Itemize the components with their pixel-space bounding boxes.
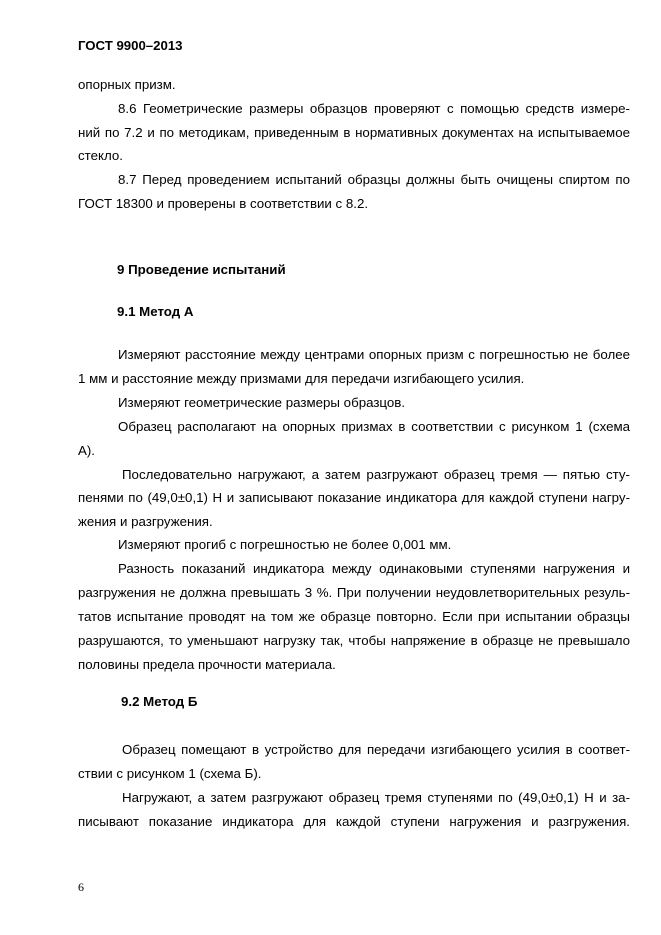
- text-line: Последовательно нагружают, а затем разгружают образец тремя — пятью сту-: [122, 467, 630, 482]
- section-9-title: 9 Проведение испытаний: [117, 262, 286, 277]
- text-line: опорных призм.: [78, 77, 176, 92]
- text-line: ствии с рисунком 1 (схема Б).: [78, 766, 262, 781]
- text-line: Измеряют геометрические размеры образцов.: [118, 395, 406, 410]
- text-line: 8.6 Геометрические размеры образцов проверяют с помощью средств измере-: [118, 101, 630, 116]
- text-line: разрушаются, то уменьшают нагрузку так, чтобы напряжение в образце не превышало: [78, 633, 630, 648]
- text-line: ний по 7.2 и по методикам, приведенным в нормативных документах на испытываемое: [78, 125, 630, 140]
- text-line: писывают показание индикатора для каждой ступени нагружения и разгружения.: [78, 814, 630, 829]
- text-line: ГОСТ 18300 и проверены в соответствии с 8.2.: [78, 196, 369, 211]
- text-line: стекло.: [78, 148, 123, 163]
- text-line: 1 мм и расстояние между призмами для передачи изгибающего усилия.: [78, 371, 525, 386]
- text-line: Измеряют расстояние между центрами опорных призм с погрешностью не более: [118, 347, 630, 362]
- text-line: половины предела прочности материала.: [78, 657, 336, 672]
- text-line: 8.7 Перед проведением испытаний образцы должны быть очищены спиртом по: [118, 172, 630, 187]
- text-line: Образец располагают на опорных призмах в соответствии с рисунком 1 (схема: [118, 419, 630, 434]
- subsection-9-1-title: 9.1 Метод А: [117, 304, 194, 319]
- document-header: ГОСТ 9900–2013: [78, 38, 183, 53]
- text-line: татов испытание проводят на том же образце повторно. Если при испытании образцы: [78, 609, 630, 624]
- text-line: жения и разгружения.: [78, 514, 213, 529]
- text-line: Измеряют прогиб с погрешностью не более 0,001 мм.: [118, 537, 452, 552]
- text-line: пенями по (49,0±0,1) Н и записывают показание индикатора для каждой ступени нагру-: [78, 490, 630, 505]
- page-number: 6: [78, 880, 84, 894]
- text-line: А).: [78, 443, 95, 458]
- text-line: Образец помещают в устройство для передачи изгибающего усилия в соответ-: [122, 742, 630, 757]
- subsection-9-2-title: 9.2 Метод Б: [121, 694, 198, 709]
- text-line: Нагружают, а затем разгружают образец тремя ступенями по (49,0±0,1) Н и за-: [122, 790, 630, 805]
- text-line: разгружения не должна превышать 3 %. При получении неудовлетворительных резуль-: [78, 585, 630, 600]
- text-line: Разность показаний индикатора между одинаковыми ступенями нагружения и: [118, 561, 630, 576]
